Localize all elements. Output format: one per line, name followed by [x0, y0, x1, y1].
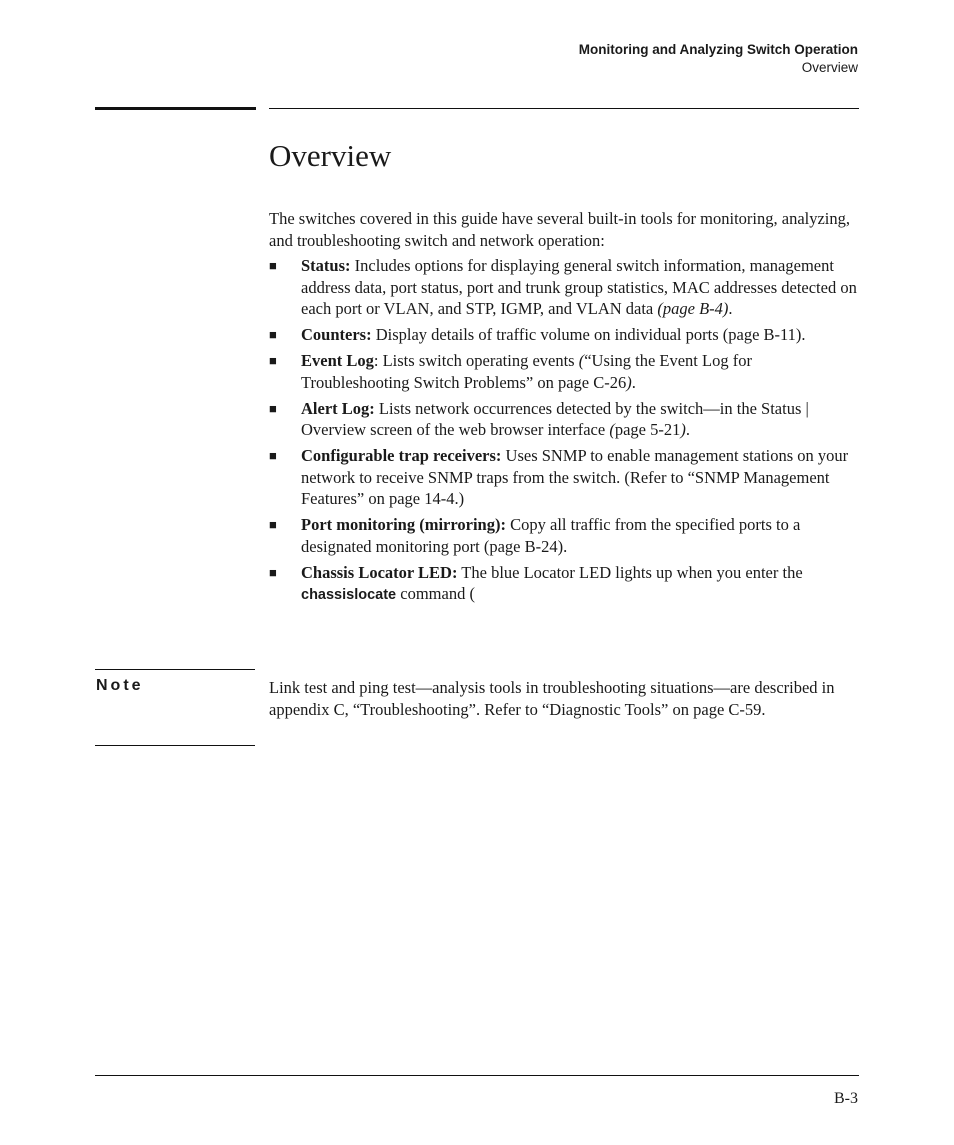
item-paren-open: (	[578, 351, 585, 370]
running-header	[579, 41, 858, 77]
header-chapter-title: Monitoring and Analyzing Switch Operation	[578, 42, 858, 57]
list-item-alert-log	[269, 398, 859, 441]
note-rule-top	[95, 669, 255, 670]
item-term: Configurable trap receivers:	[301, 446, 502, 465]
list-item-counters	[269, 324, 859, 346]
item-term: Counters:	[301, 325, 372, 344]
list-item-trap-receivers	[269, 445, 859, 510]
note-rule-bottom	[95, 745, 255, 746]
list-item-event-log	[269, 350, 859, 393]
item-text: Display details of traffic volume on individual ports (page B-11).	[371, 325, 806, 344]
note-text: Link test and ping test—analysis tools in troubleshooting situations—are described in appendix C, “Troubleshooting”. Refer to “Diagnostic Tools” on page C-59.	[269, 678, 835, 719]
item-paren-open: (	[609, 420, 615, 439]
list-item-port-monitoring	[269, 514, 859, 557]
item-text: Uses SNMP to enable management stations on your network to receive SNMP traps from the switch. (Refer to “SNMP Management Features” on page 14-4.)	[301, 446, 849, 508]
item-text: Includes options for displaying general switch information, management address data, port status, port and trunk group statistics, MAC addresses detected on each port or VLAN, and STP, IGMP, and VLAN data	[301, 256, 857, 318]
item-term: Port monitoring (mirroring):	[301, 515, 506, 534]
bullet-square-icon: ■	[269, 564, 277, 580]
page-title: Overview	[269, 138, 392, 173]
item-term: Chassis Locator LED:	[301, 562, 458, 582]
item-text: Copy all traffic from the specified ports to a designated monitoring port (page B-24).	[301, 515, 801, 556]
item-cross-reference[interactable]: “Using the Event Log for Troubleshooting Switch Problems” on page C-26	[301, 351, 752, 392]
list-item-status	[269, 255, 859, 320]
item-paren-close: )	[626, 372, 632, 392]
item-term: Event Log	[301, 351, 374, 370]
item-tail: command (	[396, 584, 475, 603]
item-text: Lists network occurrences detected by the switch—in the Status | Overview screen of the web browser interface	[301, 398, 809, 439]
item-tail: .	[631, 372, 636, 392]
tools-list	[269, 255, 859, 611]
bullet-square-icon: ■	[269, 400, 277, 416]
bullet-square-icon: ■	[269, 448, 277, 463]
section-rule-thin	[269, 108, 859, 109]
item-text: The blue Locator LED lights up when you enter the	[457, 562, 803, 582]
item-text: : Lists switch operating events	[373, 351, 579, 370]
item-cross-reference[interactable]: page 5-21	[614, 420, 681, 439]
item-paren-close: )	[680, 420, 686, 439]
item-tail: .	[728, 299, 733, 318]
intro-paragraph: The switches covered in this guide have several built-in tools for monitoring, analyzing, and troubleshooting switch and network operation:	[269, 209, 851, 250]
bullet-square-icon: ■	[269, 353, 277, 368]
item-term: Status:	[301, 256, 351, 275]
footer-rule	[95, 1075, 859, 1076]
item-command: chassislocate	[301, 587, 397, 603]
item-term: Alert Log:	[301, 398, 375, 418]
list-item-chassis-locator	[269, 562, 859, 607]
item-page-ref[interactable]: (page B-4)	[657, 299, 729, 318]
bullet-square-icon: ■	[269, 258, 277, 273]
bullet-square-icon: ■	[269, 327, 277, 342]
item-tail: .	[685, 420, 690, 439]
section-rule-thick	[95, 107, 256, 110]
note-label: Note	[96, 677, 144, 694]
page-number: B-3	[834, 1090, 858, 1107]
bullet-square-icon: ■	[269, 517, 277, 532]
header-section-title: Overview	[801, 60, 858, 75]
